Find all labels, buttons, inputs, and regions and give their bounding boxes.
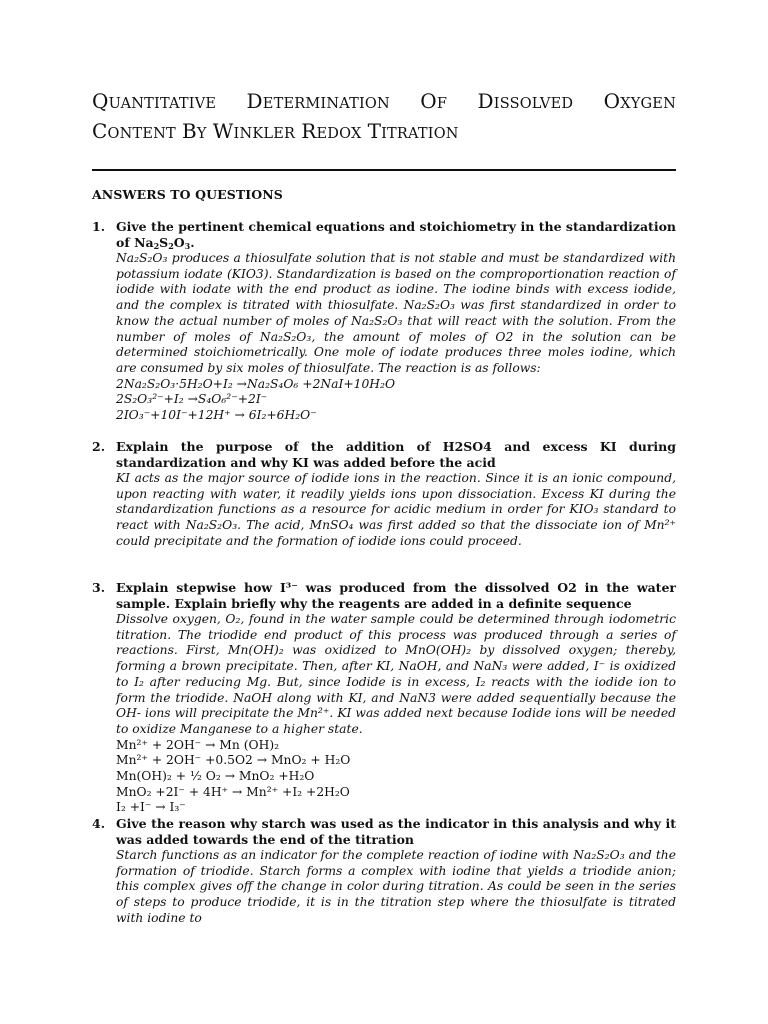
question-text: Explain stepwise how I³⁻ was produced from the dissolved O2 in the water sample. Explain briefly why the reagents are added in a definite sequence: [116, 580, 676, 611]
title-word: QUANTITATIVE: [92, 89, 217, 113]
title-word: BY: [182, 119, 207, 143]
question-number: 1.: [92, 219, 106, 234]
title-word: OXYGEN: [603, 89, 676, 113]
question-block-4: [92, 816, 676, 927]
question-block-1: [92, 219, 676, 424]
title-word: DISSOLVED: [477, 89, 574, 113]
answer-text: KI acts as the major source of iodide ions in the reaction. Since it is an ionic compound, upon reacting with water, it readily yields ions upon dissociation. Excess KI during the standardization functions as a resource for acidic medium in order for KIO₃ standard to react with Na₂S₂O₃. The acid, MnSO₄ was first added so that the dissociate ion of Mn²⁺ could precipitate and the formation of iodide ions could proceed.: [116, 471, 676, 548]
section-heading: ANSWERS TO QUESTIONS: [92, 187, 283, 202]
title-line-2: [92, 118, 676, 148]
question-number: 3.: [92, 580, 106, 595]
title-word: OF: [420, 89, 448, 113]
question-text: Explain the purpose of the addition of H2SO4 and excess KI during standardization and why KI was added before the acid: [116, 439, 676, 470]
title-divider: [92, 169, 676, 171]
equation: Mn(OH)₂ + ½ O₂ → MnO₂ +H₂O: [116, 769, 315, 784]
question-block-2: [92, 439, 676, 550]
question-block-3: [92, 580, 676, 816]
equation: MnO₂ +2I⁻ + 4H⁺ → Mn²⁺ +I₂ +2H₂O: [116, 784, 350, 799]
answer-text: Dissolve oxygen, O₂, found in the water sample could be determined through iodometric titration. The triodide end product of this process was produced through a series of reactions. First, Mn(OH)₂ was oxidized to MnO(OH)₂ by dissolved oxygen; thereby, forming a brown precipitate. Then, after KI, NaOH, and NaN₃ were added, I⁻ is oxidized to I₂ after reducing Mg. But, since Iodide is in excess, I₂ reacts with the iodide ion to form the triodide. NaOH along with KI, and NaN3 were added sequentially because the OH- ions will precipitate the Mn²⁺. KI was added next because Iodide ions will be needed to oxidize Manganese to a higher state.: [116, 612, 676, 736]
question-number: 2.: [92, 439, 106, 454]
question-text: Give the reason why starch was used as the indicator in this analysis and why it was added towards the end of the titration: [116, 816, 676, 847]
question-text: Give the pertinent chemical equations and stoichiometry in the standardization of $Na_2S_2O_3$.: [116, 219, 676, 251]
equation: Mn²⁺ + 2OH⁻ → Mn (OH)₂: [116, 737, 280, 752]
equation: 2Na₂S₂O₃·5H₂O+I₂ →Na₂S₄O₆ +2NaI+10H₂O: [116, 376, 396, 391]
title-word: REDOX: [301, 119, 362, 143]
title-line-1: [92, 88, 676, 118]
document-title: [92, 88, 676, 148]
title-word: TITRATION: [367, 119, 459, 143]
equation: 2IO₃⁻+10I⁻+12H⁺ → 6I₂+6H₂O⁻: [116, 408, 317, 423]
question-number: 4.: [92, 816, 106, 831]
title-word: DETERMINATION: [246, 89, 390, 113]
answer-text: Na₂S₂O₃ produces a thiosulfate solution that is not stable and must be standardized with potassium iodate (KIO3). Standardization is based on the comproportionation reaction of iodide with iodate with the end product as iodine. The iodine binds with excess iodide, and the complex is titrated with thiosulfate. Na₂S₂O₃ was first standardized in order to know the actual number of moles of Na₂S₂O₃ that will react with the solution. From the number of moles of Na₂S₂O₃, the amount of moles of O2 in the solution can be determined stoichiometrically. One mole of iodate produces three moles iodine, which are consumed by six moles of thiosulfate. The reaction is as follows:: [116, 251, 676, 375]
equation: I₂ +I⁻ → I₃⁻: [116, 800, 186, 815]
title-word: CONTENT: [92, 119, 176, 143]
answer-text: Starch functions as an indicator for the complete reaction of iodine with Na₂S₂O₃ and the formation of triodide. Starch forms a complex with iodine that yields a triodide anion; this complex gives off the change in color during titration. As could be seen in the series of steps to produce triodide, it is in the titration step where the thiosulfate is titrated with iodine to: [116, 848, 676, 925]
equation: 2S₂O₃²⁻+I₂ →S₄O₆²⁻+2I⁻: [116, 392, 268, 407]
title-word: WINKLER: [212, 119, 296, 143]
equation: Mn²⁺ + 2OH⁻ +0.5O2 → MnO₂ + H₂O: [116, 753, 351, 768]
